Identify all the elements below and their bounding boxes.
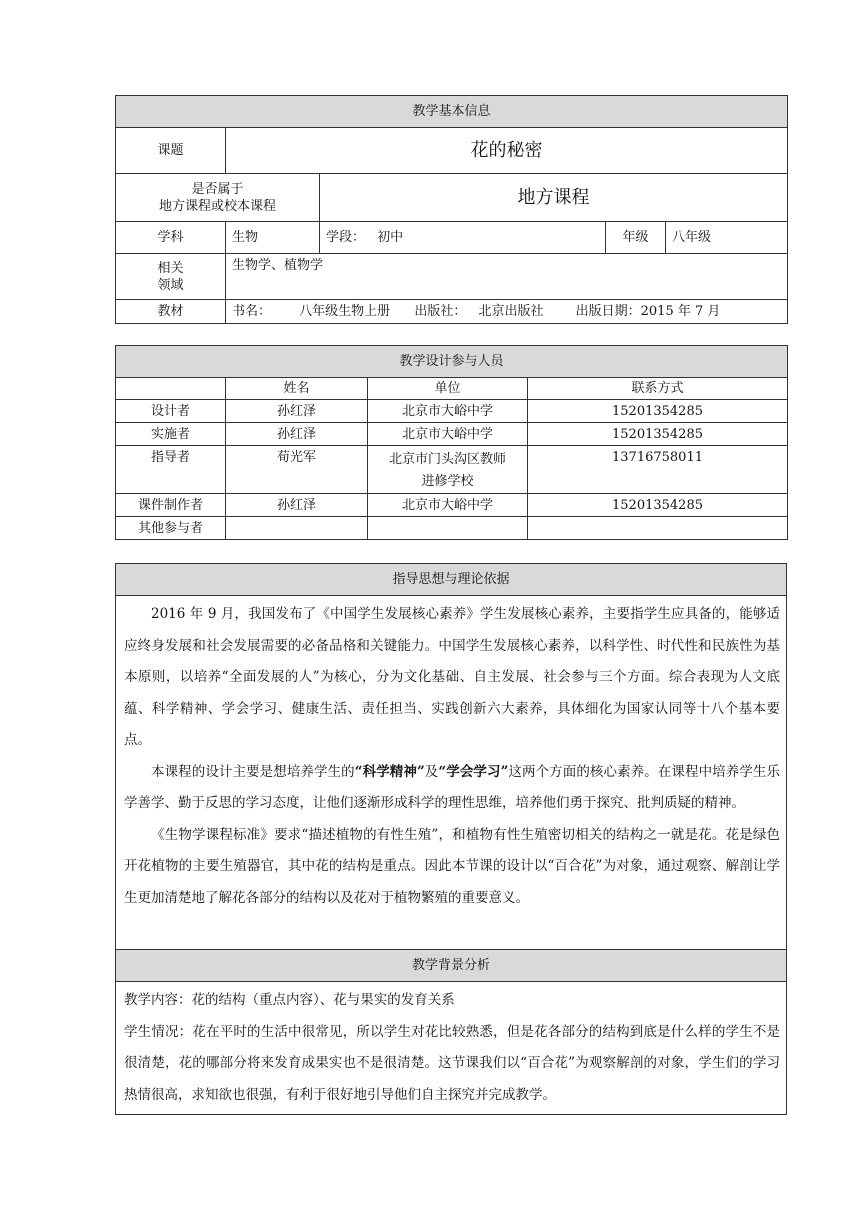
guide-paragraph-1: 2016 年 9 月，我国发布了《中国学生发展核心素养》学生发展核心素养，主要指学生应具备的，能够适应终身发展和社会发展需要的必备品格和关键能力。中国学生发展核心素养，以科学性、时代性和民族性为基本原则，以培养“全面发展的人”为核心，分为文化基础、自主发展、社会参与三个方面。综合表现为人文底蕴、科学精神、学会学习、健康生活、责任担当、实践创新六大素养，具体细化为国家认同等十八个基本要点。 — [124, 606, 780, 748]
guide-body — [116, 596, 787, 950]
column-header-role — [116, 378, 226, 400]
subject-label: 学科 — [116, 222, 226, 254]
textbook-details — [226, 300, 788, 324]
subject-value: 生物 — [226, 222, 320, 254]
publisher-label: 出版社： — [414, 304, 467, 319]
basic-info-header: 教学基本信息 — [116, 96, 788, 128]
participants-header: 教学设计参与人员 — [116, 346, 788, 378]
learn-to-learn-emphasis: “学会学习” — [438, 763, 509, 780]
grade-value: 八年级 — [666, 222, 788, 254]
role-cell: 设计者 — [116, 400, 226, 423]
contact-cell: 15201354285 — [528, 400, 788, 423]
role-cell: 课件制作者 — [116, 494, 226, 517]
guide-header: 指导思想与理论依据 — [116, 564, 787, 596]
column-header-contact: 联系方式 — [528, 378, 788, 400]
background-header: 教学背景分析 — [116, 950, 787, 982]
table-row — [116, 517, 788, 540]
local-course-label-line1: 是否属于 — [191, 181, 244, 197]
guide-table — [115, 563, 787, 1115]
stage-label: 学段： — [326, 230, 366, 245]
name-cell: 孙红泽 — [226, 494, 368, 517]
book-name-value: 八年级生物上册 — [299, 304, 391, 319]
unit-cell: 北京市大峪中学 — [368, 494, 528, 517]
unit-cell: 北京市大峪中学 — [368, 423, 528, 446]
stage-value: 初中 — [377, 230, 404, 245]
local-course-label — [116, 174, 320, 222]
book-name-label: 书名： — [232, 304, 272, 319]
unit-cell — [368, 517, 528, 540]
topic-value: 花的秘密 — [226, 128, 788, 174]
pub-date-value: 2015 年 7 月 — [640, 304, 721, 319]
field-label — [116, 254, 226, 300]
field-label-line2: 领域 — [157, 277, 184, 293]
unit-line1: 北京市门头沟区教师 — [388, 452, 506, 467]
publisher-value: 北京出版社 — [478, 304, 544, 319]
table-row — [116, 446, 788, 494]
role-cell: 指导者 — [116, 446, 226, 494]
basic-info-table — [115, 95, 788, 324]
contact-cell: 15201354285 — [528, 423, 788, 446]
student-analysis: 学生情况：花在平时的生活中很常见，所以学生对花比较熟悉，但是花各部分的结构到底是什么样的学生不是很清楚，花的哪部分将来发育成果实也不是很清楚。这节课我们以“百合花”为观察解剖的对象，学生们的学习热情很高，求知欲也很强，有利于很好地引导他们自主探究并完成教学。 — [124, 1023, 780, 1103]
contact-cell: 13716758011 — [528, 446, 788, 494]
column-header-name: 姓名 — [226, 378, 368, 400]
name-cell: 孙红泽 — [226, 423, 368, 446]
role-cell: 其他参与者 — [116, 517, 226, 540]
name-cell — [226, 517, 368, 540]
guide-p2-text-e: 这两个方面的核心素养。在课程中培养学生乐学善学、勤于反思的学习态度，让他们逐渐形成科学的理性思维，培养他们勇于探究、批判质疑的精神。 — [124, 763, 781, 811]
participants-table — [115, 345, 788, 540]
pub-date-label: 出版日期： — [575, 304, 641, 319]
name-cell: 孙红泽 — [226, 400, 368, 423]
local-course-value: 地方课程 — [320, 174, 788, 222]
local-course-label-line2: 地方课程或校本课程 — [158, 198, 276, 214]
guide-p2-text-c: 及 — [424, 763, 439, 780]
table-row — [116, 494, 788, 517]
role-cell: 实施者 — [116, 423, 226, 446]
topic-label: 课题 — [116, 128, 226, 174]
grade-label: 年级 — [606, 222, 666, 254]
guide-paragraph-3: 《生物学课程标准》要求“描述植物的有性生殖”，和植物有性生殖密切相关的结构之一就是花。花是绿色开花植物的主要生殖器官，其中花的结构是重点。因此本节课的设计以“百合花”为对象，通过观察、解剖让学生更加清楚地了解花各部分的结构以及花对于植物繁殖的重要意义。 — [124, 826, 780, 906]
unit-line2: 进修学校 — [421, 474, 474, 489]
guide-paragraph-2 — [124, 757, 780, 820]
unit-cell — [368, 446, 528, 494]
teaching-content: 教学内容：花的结构（重点内容）、花与果实的发育关系 — [124, 992, 455, 1008]
table-row — [116, 423, 788, 446]
stage-cell — [320, 222, 606, 254]
contact-cell — [528, 517, 788, 540]
column-header-unit: 单位 — [368, 378, 528, 400]
name-cell: 荀光军 — [226, 446, 368, 494]
field-value: 生物学、植物学 — [226, 254, 788, 300]
unit-cell: 北京市大峪中学 — [368, 400, 528, 423]
field-label-line1: 相关 — [157, 260, 184, 276]
textbook-label: 教材 — [116, 300, 226, 324]
contact-cell: 15201354285 — [528, 494, 788, 517]
science-spirit-emphasis: “科学精神” — [354, 763, 425, 780]
guide-p2-text-a: 本课程的设计主要是想培养学生的 — [151, 763, 355, 780]
background-body — [116, 982, 787, 1115]
table-row — [116, 400, 788, 423]
